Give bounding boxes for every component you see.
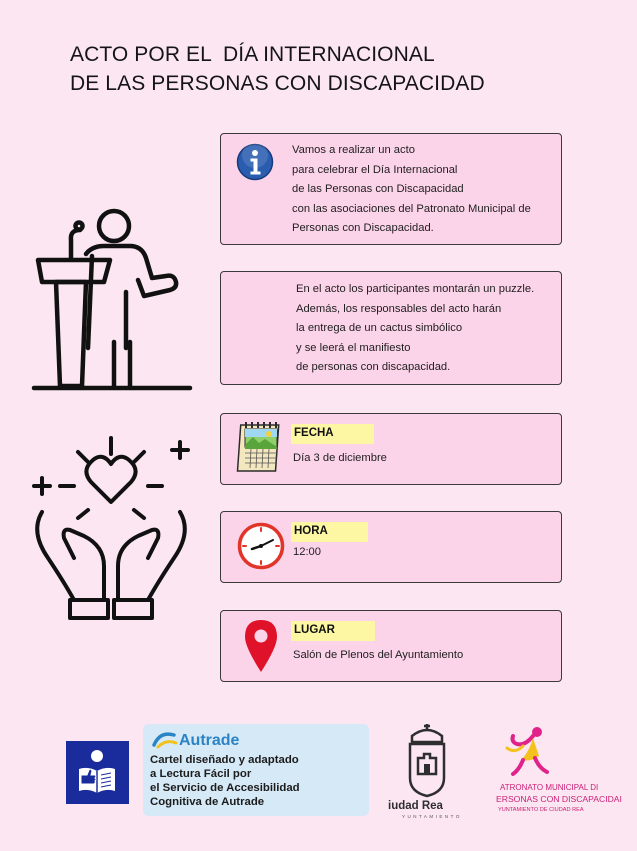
title-line-1: ACTO POR EL DÍA INTERNACIONAL <box>70 43 435 66</box>
patronato-line-1: ATRONATO MUNICIPAL DI <box>500 783 599 792</box>
info-line: con las asociaciones del Patronato Municipal de <box>292 202 531 215</box>
lugar-box <box>220 610 562 682</box>
autrade-logo-icon <box>152 731 178 749</box>
info-box <box>220 133 562 245</box>
autrade-line: a Lectura Fácil por <box>150 768 252 780</box>
patronato-figure-icon <box>503 726 553 782</box>
location-pin-icon <box>243 618 279 674</box>
autrade-text <box>150 753 300 809</box>
title-line-2: DE LAS PERSONAS CON DISCAPACIDAD <box>70 72 485 95</box>
fecha-value: Día 3 de diciembre <box>293 452 387 464</box>
city-name: iudad Rea <box>388 800 443 812</box>
info-line: de las Personas con Discapacidad <box>292 183 464 196</box>
info-line: para celebrar el Día Internacional <box>292 163 458 176</box>
easy-read-logo <box>66 741 129 804</box>
easy-read-icon <box>66 741 129 804</box>
activity-line: de personas con discapacidad. <box>296 361 451 374</box>
patronato-line-3: YUNTAMIENTO DE CIUDAD REA <box>498 807 584 813</box>
autrade-line: Cognitiva de Autrade <box>150 796 265 808</box>
activity-line: Además, los responsables del acto harán <box>296 302 502 315</box>
hands-holding-heart-icon <box>28 432 194 622</box>
activity-line: la entrega de un cactus simbólico <box>296 322 463 335</box>
hora-label: HORA <box>291 522 368 542</box>
patronato-line-2: ERSONAS CON DISCAPACIDAI <box>496 794 622 804</box>
city-council-logo <box>372 720 482 820</box>
autrade-credit <box>143 724 369 816</box>
fecha-box <box>220 413 562 485</box>
activity-text <box>296 280 534 378</box>
hora-box <box>220 511 562 583</box>
autrade-line: el Servicio de Accesibilidad <box>150 782 300 794</box>
fecha-label: FECHA <box>291 424 374 444</box>
info-line: Personas con Discapacidad. <box>292 222 434 235</box>
info-text <box>292 141 531 239</box>
autrade-name: Autrade <box>179 732 240 749</box>
autrade-line: Cartel diseñado y adaptado <box>150 754 299 766</box>
page-title <box>70 40 485 98</box>
speaker-at-podium-icon <box>28 202 194 394</box>
activity-box <box>220 271 562 385</box>
city-subtitle: YUNTAMIENTO <box>402 814 462 819</box>
calendar-icon <box>237 421 283 475</box>
hora-value: 12:00 <box>293 546 321 558</box>
lugar-label: LUGAR <box>291 621 375 641</box>
city-crest-icon <box>406 722 448 798</box>
patronato-logo <box>493 724 622 820</box>
clock-icon <box>237 522 285 570</box>
lugar-value: Salón de Plenos del Ayuntamiento <box>293 649 464 661</box>
info-icon <box>236 143 274 181</box>
activity-line: En el acto los participantes montarán un puzzle. <box>296 283 535 295</box>
info-line: Vamos a realizar un acto <box>292 144 415 156</box>
activity-line: y se leerá el manifiesto <box>296 341 411 354</box>
